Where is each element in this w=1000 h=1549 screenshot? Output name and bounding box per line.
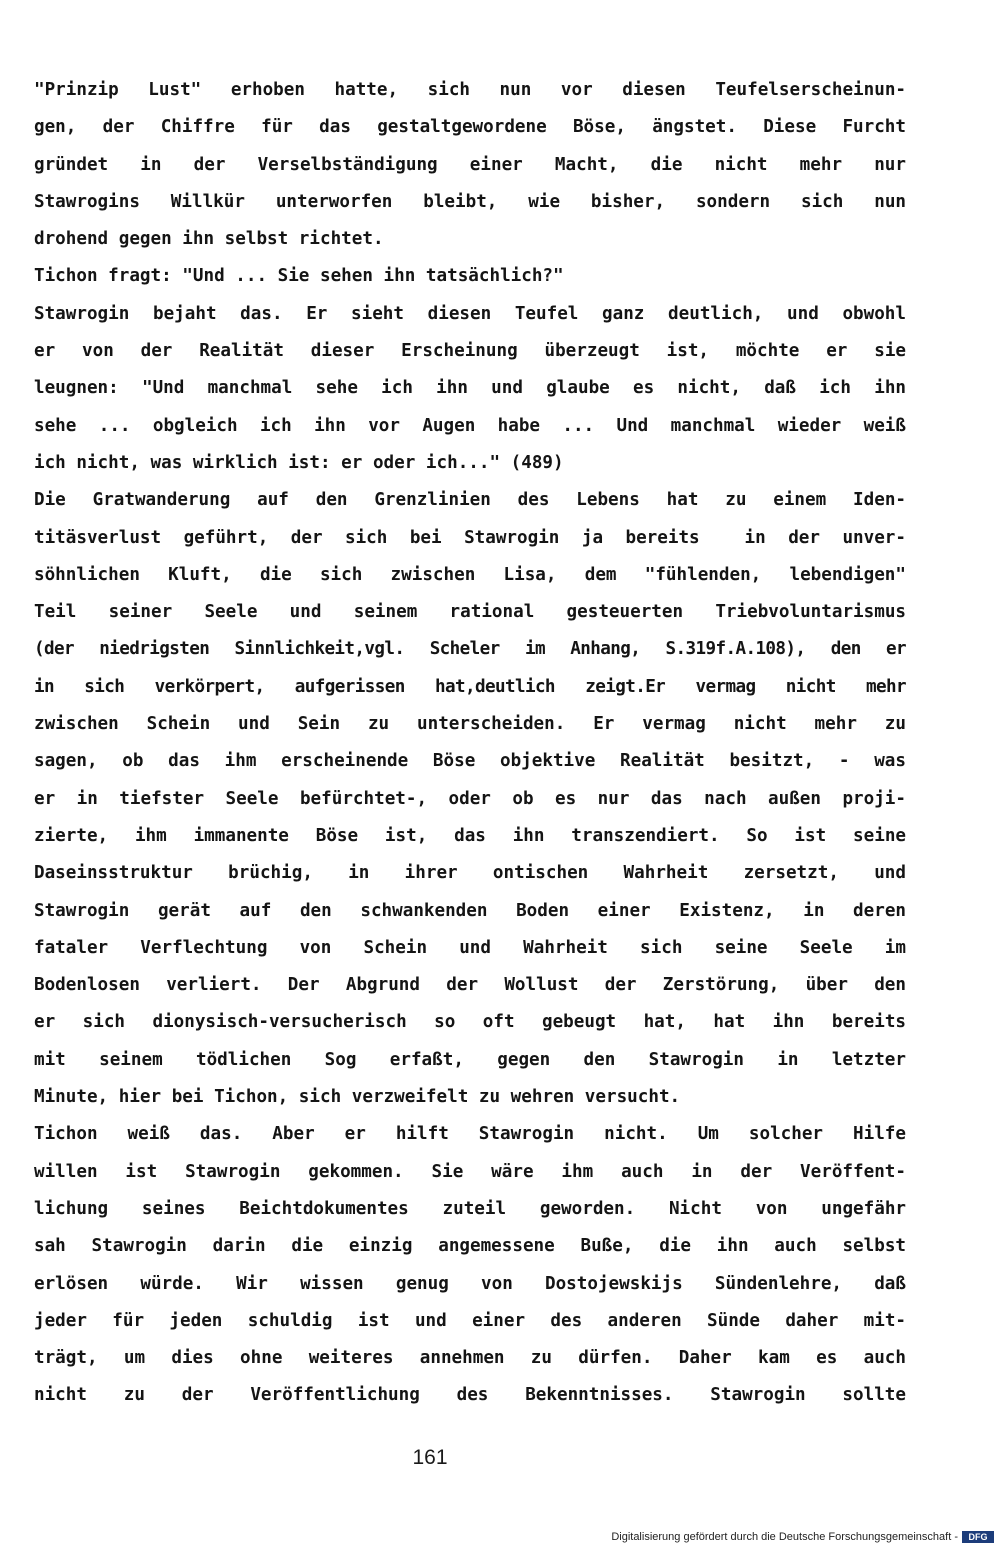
text-line: sagen, ob das ihm erscheinende Böse objektive Realität besitzt, - was [34,751,906,772]
dfg-logo-icon: DFG [962,1531,994,1543]
text-line: lichung seines Beichtdokumentes zuteil geworden. Nicht von ungefähr [34,1198,906,1219]
text-line: titäsverlust geführt, der sich bei Stawrogin ja bereits in der unver- [34,527,906,548]
text-line: willen ist Stawrogin gekommen. Sie wäre ihm auch in der Veröffent- [34,1161,906,1182]
text-line: sah Stawrogin darin die einzig angemessene Buße, die ihn auch selbst [34,1236,906,1257]
text-line: (der niedrigsten Sinnlichkeit,vgl. Scheler im Anhang, S.319f.A.108), den er [34,639,906,660]
text-line: Bodenlosen verliert. Der Abgrund der Wollust der Zerstörung, über den [34,975,906,996]
text-line: leugnen: "Und manchmal sehe ich ihn und glaube es nicht, daß ich ihn [34,378,906,399]
text-line: Tichon weiß das. Aber er hilft Stawrogin nicht. Um solcher Hilfe [34,1124,906,1145]
text-line: nicht zu der Veröffentlichung des Bekenntnisses. Stawrogin sollte [34,1385,906,1406]
text-line: er von der Realität dieser Erscheinung überzeugt ist, möchte er sie [34,341,906,362]
text-line: Teil seiner Seele und seinem rational gesteuerten Triebvoluntarismus [34,602,906,623]
text-line: in sich verkörpert, aufgerissen hat,deutlich zeigt.Er vermag nicht mehr [34,676,906,697]
page-number: 161 [412,1446,448,1469]
text-line: zwischen Schein und Sein zu unterscheiden. Er vermag nicht mehr zu [34,714,906,735]
text-line: er sich dionysisch-versucherisch so oft gebeugt hat, hat ihn bereits [34,1012,906,1033]
text-line: fataler Verflechtung von Schein und Wahrheit sich seine Seele im [34,937,906,958]
text-line: mit seinem tödlichen Sog erfaßt, gegen den Stawrogin in letzter [34,1049,906,1070]
text-line: Daseinsstruktur brüchig, in ihrer ontischen Wahrheit zersetzt, und [34,863,906,884]
text-line: ich nicht, was wirklich ist: er oder ich..." (489) [34,452,564,473]
text-line: er in tiefster Seele befürchtet-, oder ob es nur das nach außen proji- [34,788,906,809]
text-line: sehe ... obgleich ich ihn vor Augen habe ... Und manchmal wieder weiß [34,415,906,436]
page-text-block [34,72,906,1415]
text-line: Stawrogin gerät auf den schwankenden Boden einer Existenz, in deren [34,900,906,921]
text-line: Stawrogins Willkür unterworfen bleibt, wie bisher, sondern sich nun [34,191,906,212]
text-line: jeder für jeden schuldig ist und einer des anderen Sünde daher mit- [34,1310,906,1331]
text-line: "Prinzip Lust" erhoben hatte, sich nun vor diesen Teufelserscheinun- [34,80,906,100]
text-line: zierte, ihm immanente Böse ist, das ihn transzendiert. So ist seine [34,825,906,846]
text-line: gründet in der Verselbständigung einer Macht, die nicht mehr nur [34,154,906,175]
text-line: drohend gegen ihn selbst richtet. [34,229,384,250]
text-line: söhnlichen Kluft, die sich zwischen Lisa, dem "fühlenden, lebendigen" [34,564,906,585]
text-line: erlösen würde. Wir wissen genug von Dostojewskijs Sündenlehre, daß [34,1273,906,1294]
digitization-credit: Digitalisierung gefördert durch die Deutsche Forschungsgemeinschaft - [611,1531,958,1543]
text-line: Tichon fragt: "Und ... Sie sehen ihn tatsächlich?" [34,266,564,287]
text-line: Minute, hier bei Tichon, sich verzweifelt zu wehren versucht. [34,1087,681,1108]
text-line: gen, der Chiffre für das gestaltgewordene Böse, ängstet. Diese Furcht [34,117,906,138]
text-line: Stawrogin bejaht das. Er sieht diesen Teufel ganz deutlich, und obwohl [34,303,906,324]
text-line: trägt, um dies ohne weiteres annehmen zu dürfen. Daher kam es auch [34,1348,906,1369]
text-line: Die Gratwanderung auf den Grenzlinien des Lebens hat zu einem Iden- [34,490,906,511]
